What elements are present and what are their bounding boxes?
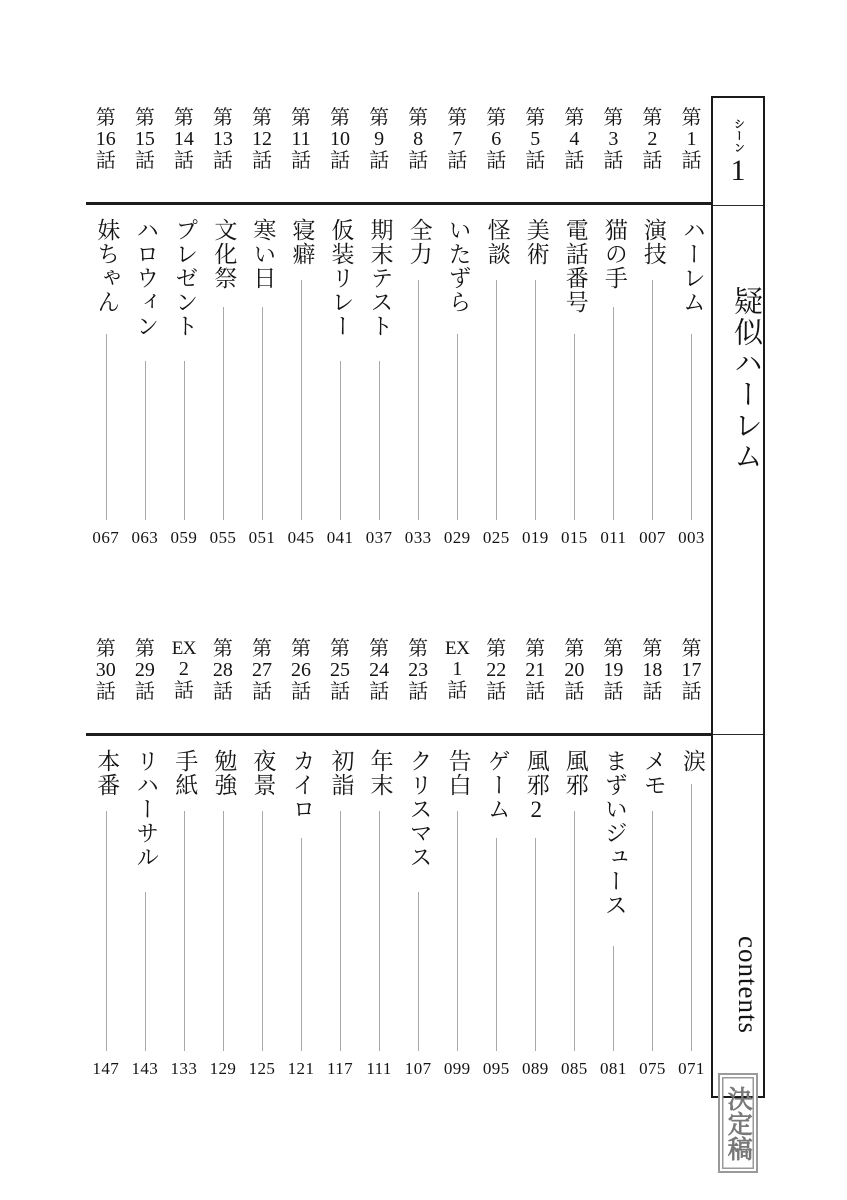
episode-prefix: 第: [681, 638, 702, 660]
toc-entry[interactable]: [399, 639, 438, 1079]
episode-number: 18: [642, 659, 663, 682]
entry-title-text: カイロ: [289, 749, 315, 821]
episode-prefix: 第: [642, 638, 663, 660]
episode-number: 28: [212, 659, 233, 682]
episode-suffix: 話: [134, 149, 155, 172]
leader-line: [184, 811, 185, 1051]
page-number: 033: [404, 528, 432, 547]
entry-title-text: 勉強: [211, 749, 237, 797]
episode-number: 1: [452, 658, 463, 681]
entry-title: [516, 218, 555, 266]
leader-line: [379, 811, 380, 1051]
toc-entry[interactable]: [125, 639, 164, 1079]
entry-title: [399, 218, 438, 266]
episode-suffix: 話: [642, 680, 663, 703]
entry-title: [321, 749, 360, 797]
entry-title: [672, 218, 711, 314]
episode-prefix: 第: [212, 638, 233, 660]
toc-entry[interactable]: [477, 639, 516, 1079]
entry-title-text: 寒い日: [250, 218, 276, 290]
leader-line: [574, 811, 575, 1051]
entry-title: [438, 749, 477, 797]
episode-number: 30: [95, 659, 116, 682]
toc-entry[interactable]: [281, 108, 320, 548]
episode-label: [477, 108, 516, 194]
entry-title: [594, 218, 633, 290]
episode-label: [477, 639, 516, 725]
episode-number: 5: [530, 128, 541, 151]
entry-title: [555, 749, 594, 797]
entry-title: [203, 749, 242, 797]
episode-suffix: 話: [486, 149, 507, 172]
episode-prefix: 第: [408, 638, 429, 660]
toc-entry[interactable]: [360, 639, 399, 1079]
entry-title: [164, 749, 203, 797]
episode-number: 11: [291, 128, 311, 151]
entry-title-text: 寝癖: [289, 218, 315, 266]
episode-number: 21: [525, 659, 546, 682]
entry-title: [516, 749, 555, 823]
entry-title-text: クリスマス: [406, 749, 432, 869]
episode-number: 1: [686, 128, 697, 151]
episode-suffix: 話: [291, 680, 311, 703]
entry-title: [242, 749, 281, 797]
episode-suffix: 話: [603, 680, 624, 703]
entry-title: [281, 218, 320, 266]
entry-title: [125, 218, 164, 338]
leader-line: [223, 307, 224, 520]
episode-prefix: 第: [642, 107, 663, 129]
episode-prefix: 第: [330, 638, 351, 660]
page-number: 121: [287, 1059, 315, 1078]
leader-line: [496, 280, 497, 520]
toc-entry[interactable]: [86, 108, 125, 548]
leader-line: [106, 334, 107, 520]
leader-line: [340, 361, 341, 520]
leader-line: [457, 811, 458, 1051]
episode-number: 25: [330, 659, 351, 682]
episode-prefix: 第: [251, 107, 272, 129]
episode-suffix: 話: [212, 149, 233, 172]
page-number: 051: [248, 528, 276, 547]
leader-line: [262, 307, 263, 520]
entry-title-text: 告白: [445, 749, 471, 797]
scene-number: 1: [730, 153, 746, 187]
entry-title-text: 初詣: [328, 749, 354, 797]
episode-suffix: 話: [408, 149, 429, 172]
page-number: 037: [365, 528, 393, 547]
entry-title-text: 怪談: [484, 218, 510, 266]
toc-entry[interactable]: [594, 108, 633, 548]
entry-title: [203, 218, 242, 290]
episode-suffix: 話: [408, 680, 429, 703]
entry-title-text: 文化祭: [211, 218, 237, 290]
page-number: 075: [639, 1059, 666, 1078]
toc-entry[interactable]: [633, 108, 672, 548]
toc-entry[interactable]: [360, 108, 399, 548]
episode-suffix: 話: [681, 680, 702, 703]
leader-line: [184, 361, 185, 520]
episode-label: [399, 108, 438, 194]
page-number: 143: [131, 1059, 159, 1078]
episode-suffix: 話: [173, 149, 194, 172]
episode-prefix: 第: [369, 107, 390, 129]
episode-number: 15: [134, 128, 155, 151]
leader-line: [418, 280, 419, 520]
episode-label: [164, 639, 203, 725]
episode-number: 26: [291, 659, 311, 682]
episode-label: [86, 639, 125, 725]
entry-title-text: 演技: [640, 218, 666, 266]
episode-suffix: 話: [525, 680, 546, 703]
episode-prefix: 第: [564, 107, 585, 129]
episode-number: 19: [603, 659, 624, 682]
leader-line: [535, 280, 536, 520]
toc-entry[interactable]: [321, 639, 360, 1079]
entry-title: [86, 749, 125, 797]
toc-section-first: [86, 108, 711, 548]
toc-entry[interactable]: [125, 108, 164, 548]
episode-suffix: 話: [369, 149, 390, 172]
episode-label: [633, 108, 672, 194]
entry-title: [360, 749, 399, 797]
episode-number: 13: [212, 128, 233, 151]
episode-prefix: 第: [525, 638, 546, 660]
episode-label: [281, 639, 320, 725]
page-number: 133: [170, 1059, 198, 1078]
episode-number: 10: [330, 128, 351, 151]
toc-entry[interactable]: [555, 639, 594, 1079]
episode-label: [399, 639, 438, 725]
episode-suffix: 話: [173, 679, 194, 702]
toc-entry[interactable]: [242, 108, 281, 548]
scene-frame: [711, 96, 765, 1161]
entry-title: [555, 218, 594, 314]
episode-prefix: EX: [171, 638, 197, 659]
episode-prefix: 第: [603, 638, 624, 660]
leader-line: [106, 811, 107, 1051]
episode-label: [633, 639, 672, 725]
page-number: 107: [404, 1059, 432, 1078]
entry-title: [633, 218, 672, 266]
toc-entry[interactable]: [594, 639, 633, 1079]
page-number: 003: [678, 528, 705, 547]
episode-label: [164, 108, 203, 194]
toc-entry[interactable]: [633, 639, 672, 1079]
entry-title: [438, 218, 477, 314]
page-number: 147: [92, 1059, 120, 1078]
toc-entry[interactable]: [555, 108, 594, 548]
episode-prefix: 第: [603, 107, 624, 129]
episode-label: [321, 108, 360, 194]
final-draft-stamp: [718, 1073, 758, 1173]
toc-entry[interactable]: [203, 108, 242, 548]
episode-label: [672, 639, 711, 725]
episode-prefix: 第: [212, 107, 233, 129]
episode-number: 23: [408, 659, 429, 682]
episode-suffix: 話: [369, 680, 390, 703]
entry-title-text: 手紙: [172, 749, 198, 797]
episode-suffix: 話: [251, 680, 272, 703]
episode-label: [516, 108, 555, 194]
episode-suffix: 話: [291, 149, 311, 172]
episode-label: [672, 108, 711, 194]
episode-prefix: 第: [681, 107, 702, 129]
episode-label: [203, 108, 242, 194]
page-number: 099: [443, 1059, 471, 1078]
episode-number: 22: [486, 659, 507, 682]
leader-line: [262, 811, 263, 1051]
episode-label: [594, 108, 633, 194]
episode-suffix: 話: [564, 149, 585, 172]
toc-entry[interactable]: [281, 639, 320, 1079]
entry-title-text: 本番: [94, 749, 120, 797]
entry-title-text: 妹ちゃん: [94, 218, 120, 314]
leader-line: [691, 334, 692, 520]
entry-title-text: プレゼント: [172, 218, 198, 338]
toc-entry[interactable]: [477, 108, 516, 548]
entry-title: [281, 749, 320, 821]
entry-title-text: 風邪2: [523, 749, 549, 823]
entry-title: [594, 749, 633, 917]
page-number: 111: [366, 1059, 392, 1078]
episode-suffix: 話: [447, 679, 468, 702]
leader-line: [613, 946, 614, 1051]
entry-title-text: ハロウィン: [133, 218, 159, 338]
episode-prefix: 第: [134, 638, 155, 660]
leader-line: [535, 838, 536, 1051]
leader-line: [145, 361, 146, 520]
episode-prefix: 第: [173, 107, 194, 129]
page-number: 067: [92, 528, 120, 547]
toc-entry[interactable]: [164, 108, 203, 548]
leader-line: [223, 811, 224, 1051]
episode-number: 2: [178, 658, 189, 681]
page-number: 081: [600, 1059, 627, 1078]
episode-label: [438, 639, 477, 725]
page-number: 015: [560, 528, 588, 547]
entry-title: [633, 749, 672, 797]
episode-number: 12: [251, 128, 272, 151]
page-number: 041: [326, 528, 354, 547]
entry-title: [164, 218, 203, 338]
entry-title-text: メモ: [640, 749, 666, 797]
episode-suffix: 話: [95, 680, 116, 703]
page-number: 011: [600, 528, 627, 547]
toc-entry[interactable]: [242, 639, 281, 1079]
episode-prefix: 第: [95, 638, 116, 660]
episode-number: 7: [452, 128, 463, 151]
episode-label: [242, 639, 281, 725]
episode-label: [555, 108, 594, 194]
episode-number: 20: [564, 659, 585, 682]
episode-number: 17: [681, 659, 702, 682]
leader-line: [652, 280, 653, 520]
toc-entry[interactable]: [203, 639, 242, 1079]
episode-prefix: 第: [486, 638, 507, 660]
toc-entry[interactable]: [86, 639, 125, 1079]
episode-suffix: 話: [95, 149, 116, 172]
page-number: 025: [482, 528, 510, 547]
page-number: 045: [287, 528, 315, 547]
leader-line: [613, 307, 614, 520]
leader-line: [301, 280, 302, 520]
toc-entry[interactable]: [399, 108, 438, 548]
page-number: 071: [678, 1059, 705, 1078]
toc-entry[interactable]: [438, 639, 477, 1079]
leader-line: [652, 811, 653, 1051]
toc-entry[interactable]: [672, 108, 711, 548]
toc-section-second: [86, 639, 711, 1079]
episode-prefix: 第: [291, 638, 311, 660]
entry-title-text: 全力: [406, 218, 432, 266]
episode-label: [360, 639, 399, 725]
episode-suffix: 話: [447, 149, 468, 172]
episode-suffix: 話: [330, 149, 351, 172]
entry-title-text: 電話番号: [562, 218, 588, 314]
entry-title-text: 涙: [679, 749, 705, 773]
entry-title: [477, 218, 516, 266]
page-number: 129: [209, 1059, 237, 1078]
scene-box-divider: [713, 734, 763, 735]
entry-title: [360, 218, 399, 338]
entry-title-text: 猫の手: [601, 218, 627, 290]
episode-number: 8: [413, 128, 424, 151]
entry-title-text: いたずら: [445, 218, 471, 314]
entry-title-text: 風邪: [562, 749, 588, 797]
page-number: 059: [170, 528, 198, 547]
entry-title: [399, 749, 438, 869]
entry-title-text: 期末テスト: [367, 218, 393, 338]
episode-prefix: EX: [445, 638, 470, 659]
leader-line: [301, 838, 302, 1051]
entry-title-text: リハーサル: [133, 749, 159, 869]
entry-title-text: 年末: [367, 749, 393, 797]
episode-number: 6: [491, 128, 502, 151]
episode-number: 14: [173, 128, 194, 151]
contents-heading: contents: [733, 936, 763, 1034]
entry-title-text: ハーレム: [679, 218, 705, 314]
episode-number: 2: [647, 128, 658, 151]
page-number: 125: [248, 1059, 276, 1078]
episode-label: [555, 639, 594, 725]
episode-number: 27: [251, 659, 272, 682]
episode-prefix: 第: [291, 107, 311, 129]
episode-suffix: 話: [212, 680, 233, 703]
leader-line: [457, 334, 458, 520]
episode-suffix: 話: [525, 149, 546, 172]
scene-number-cell: [713, 98, 763, 206]
episode-suffix: 話: [251, 149, 272, 172]
episode-suffix: 話: [681, 149, 702, 172]
episode-label: [281, 108, 320, 194]
entry-title: [242, 218, 281, 290]
page-number: 117: [327, 1059, 354, 1078]
episode-prefix: 第: [369, 638, 390, 660]
episode-suffix: 話: [486, 680, 507, 703]
page-number: 019: [521, 528, 549, 547]
episode-number: 9: [374, 128, 385, 151]
toc-entry[interactable]: [516, 639, 555, 1079]
page-number: 085: [560, 1059, 588, 1078]
entry-title: [125, 749, 164, 869]
episode-label: [321, 639, 360, 725]
page-number: 063: [131, 528, 159, 547]
page-number: 055: [209, 528, 237, 547]
entry-title: [477, 749, 516, 821]
toc-entry[interactable]: [321, 108, 360, 548]
leader-line: [340, 811, 341, 1051]
toc-entry[interactable]: [516, 108, 555, 548]
episode-label: [594, 639, 633, 725]
episode-label: [125, 108, 164, 194]
episode-suffix: 話: [603, 149, 624, 172]
entry-title-text: 仮装リレー: [328, 218, 354, 338]
episode-prefix: 第: [408, 107, 429, 129]
final-draft-stamp-text: 決定稿: [724, 1085, 754, 1161]
episode-number: 3: [608, 128, 619, 151]
entry-title-text: ゲーム: [484, 749, 510, 821]
episode-number: 24: [369, 659, 390, 682]
entry-title: [321, 218, 360, 338]
episode-prefix: 第: [330, 107, 351, 129]
entry-title-text: 美術: [523, 218, 549, 266]
episode-suffix: 話: [564, 680, 585, 703]
episode-prefix: 第: [447, 107, 468, 129]
entry-title-text: まずいジュース: [601, 749, 627, 917]
entry-title-text: 夜景: [250, 749, 276, 797]
episode-label: [125, 639, 164, 725]
page-number: 007: [639, 528, 666, 547]
episode-number: 16: [95, 128, 116, 151]
episode-label: [438, 108, 477, 194]
leader-line: [574, 334, 575, 520]
leader-line: [145, 892, 146, 1051]
leader-line: [691, 784, 692, 1051]
episode-label: [86, 108, 125, 194]
episode-label: [516, 639, 555, 725]
episode-suffix: 話: [134, 680, 155, 703]
episode-prefix: 第: [134, 107, 155, 129]
toc-entry[interactable]: [672, 639, 711, 1079]
scene-title: 疑似ハーレム: [730, 286, 762, 472]
page-number: 095: [482, 1059, 510, 1078]
leader-line: [418, 892, 419, 1051]
episode-prefix: 第: [564, 638, 585, 660]
toc-entry[interactable]: [438, 108, 477, 548]
toc-entry[interactable]: [164, 639, 203, 1079]
leader-line: [379, 361, 380, 520]
episode-suffix: 話: [330, 680, 351, 703]
episode-prefix: 第: [525, 107, 546, 129]
episode-prefix: 第: [95, 107, 116, 129]
entry-title: [672, 749, 711, 773]
episode-label: [242, 108, 281, 194]
entry-title: [86, 218, 125, 314]
episode-number: 29: [134, 659, 155, 682]
episode-label: [203, 639, 242, 725]
page-number: 029: [443, 528, 471, 547]
episode-prefix: 第: [486, 107, 507, 129]
episode-suffix: 話: [642, 149, 663, 172]
episode-label: [360, 108, 399, 194]
episode-prefix: 第: [251, 638, 272, 660]
episode-number: 4: [569, 128, 580, 151]
scene-kana-label: シーン: [732, 117, 745, 154]
leader-line: [496, 838, 497, 1051]
page-number: 089: [521, 1059, 549, 1078]
